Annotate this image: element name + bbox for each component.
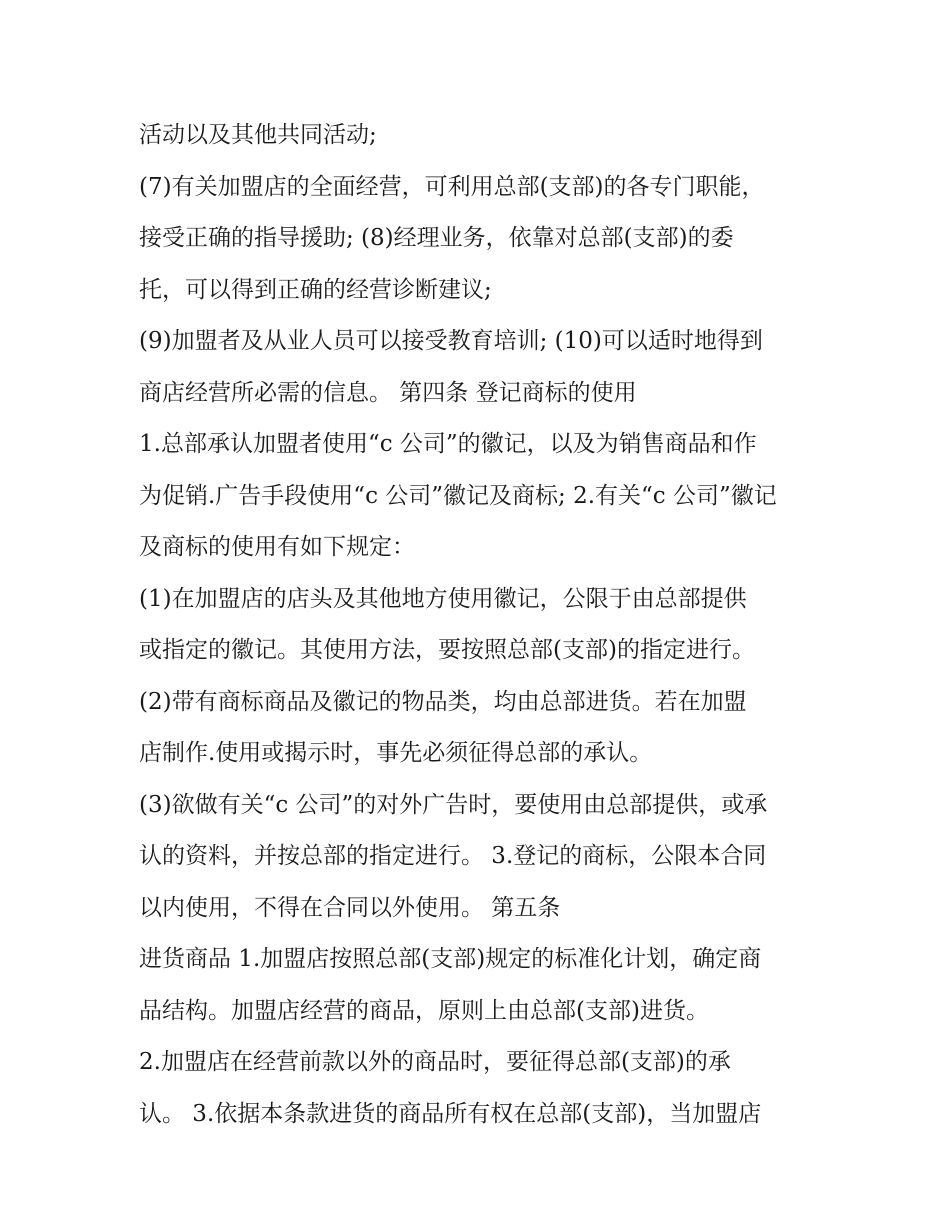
text-line: 品结构。加盟店经营的商品，原则上由总部(支部)进货。	[139, 997, 709, 1024]
text-line: 2.加盟店在经营前款以外的商品时，要征得总部(支部)的承	[139, 1049, 731, 1075]
text-line: (2)带有商标商品及徽记的物品类，均由总部进货。若在加盟	[139, 688, 747, 715]
text-line: 商店经营所必需的信息。 第四条 登记商标的使用	[139, 379, 637, 406]
text-line: 或指定的徽记。其使用方法，要按照总部(支部)的指定进行。	[139, 637, 755, 663]
text-line: 认的资料，并按总部的指定进行。 3.登记的商标，公限本合同	[139, 843, 767, 869]
text-line: 认。 3.依据本条款进货的商品所有权在总部(支部)，当加盟店	[139, 1100, 762, 1127]
text-line: 以内使用，不得在合同以外使用。 第五条	[139, 894, 561, 921]
text-line: (1)在加盟店的店头及其他地方使用徽记，公限于由总部提供	[139, 585, 747, 612]
text-line: (7)有关加盟店的全面经营，可利用总部(支部)的各专门职能，	[139, 173, 765, 200]
text-line: 店制作.使用或揭示时，事先必须征得总部的承认。	[139, 740, 653, 766]
text-line: 接受正确的指导援助; (8)经理业务，依靠对总部(支部)的委	[139, 225, 734, 251]
text-line: (9)加盟者及从业人员可以接受教育培训; (10)可以适时地得到	[139, 328, 763, 354]
text-line: 及商标的使用有如下规定：	[139, 534, 415, 560]
text-line: 托，可以得到正确的经营诊断建议;	[139, 276, 492, 303]
document-body	[139, 110, 829, 1140]
text-line: (3)欲做有关“c 公司”的对外广告时，要使用由总部提供，或承	[139, 791, 768, 818]
text-line: 1.总部承认加盟者使用“c 公司”的徽记，以及为销售商品和作	[139, 431, 757, 457]
text-line: 进货商品 1.加盟店按照总部(支部)规定的标准化计划，确定商	[139, 946, 762, 972]
text-line: 活动以及其他共同活动;	[139, 122, 377, 148]
text-line: 为促销.广告手段使用“c 公司”徽记及商标; 2.有关“c 公司”徽记	[139, 482, 777, 509]
